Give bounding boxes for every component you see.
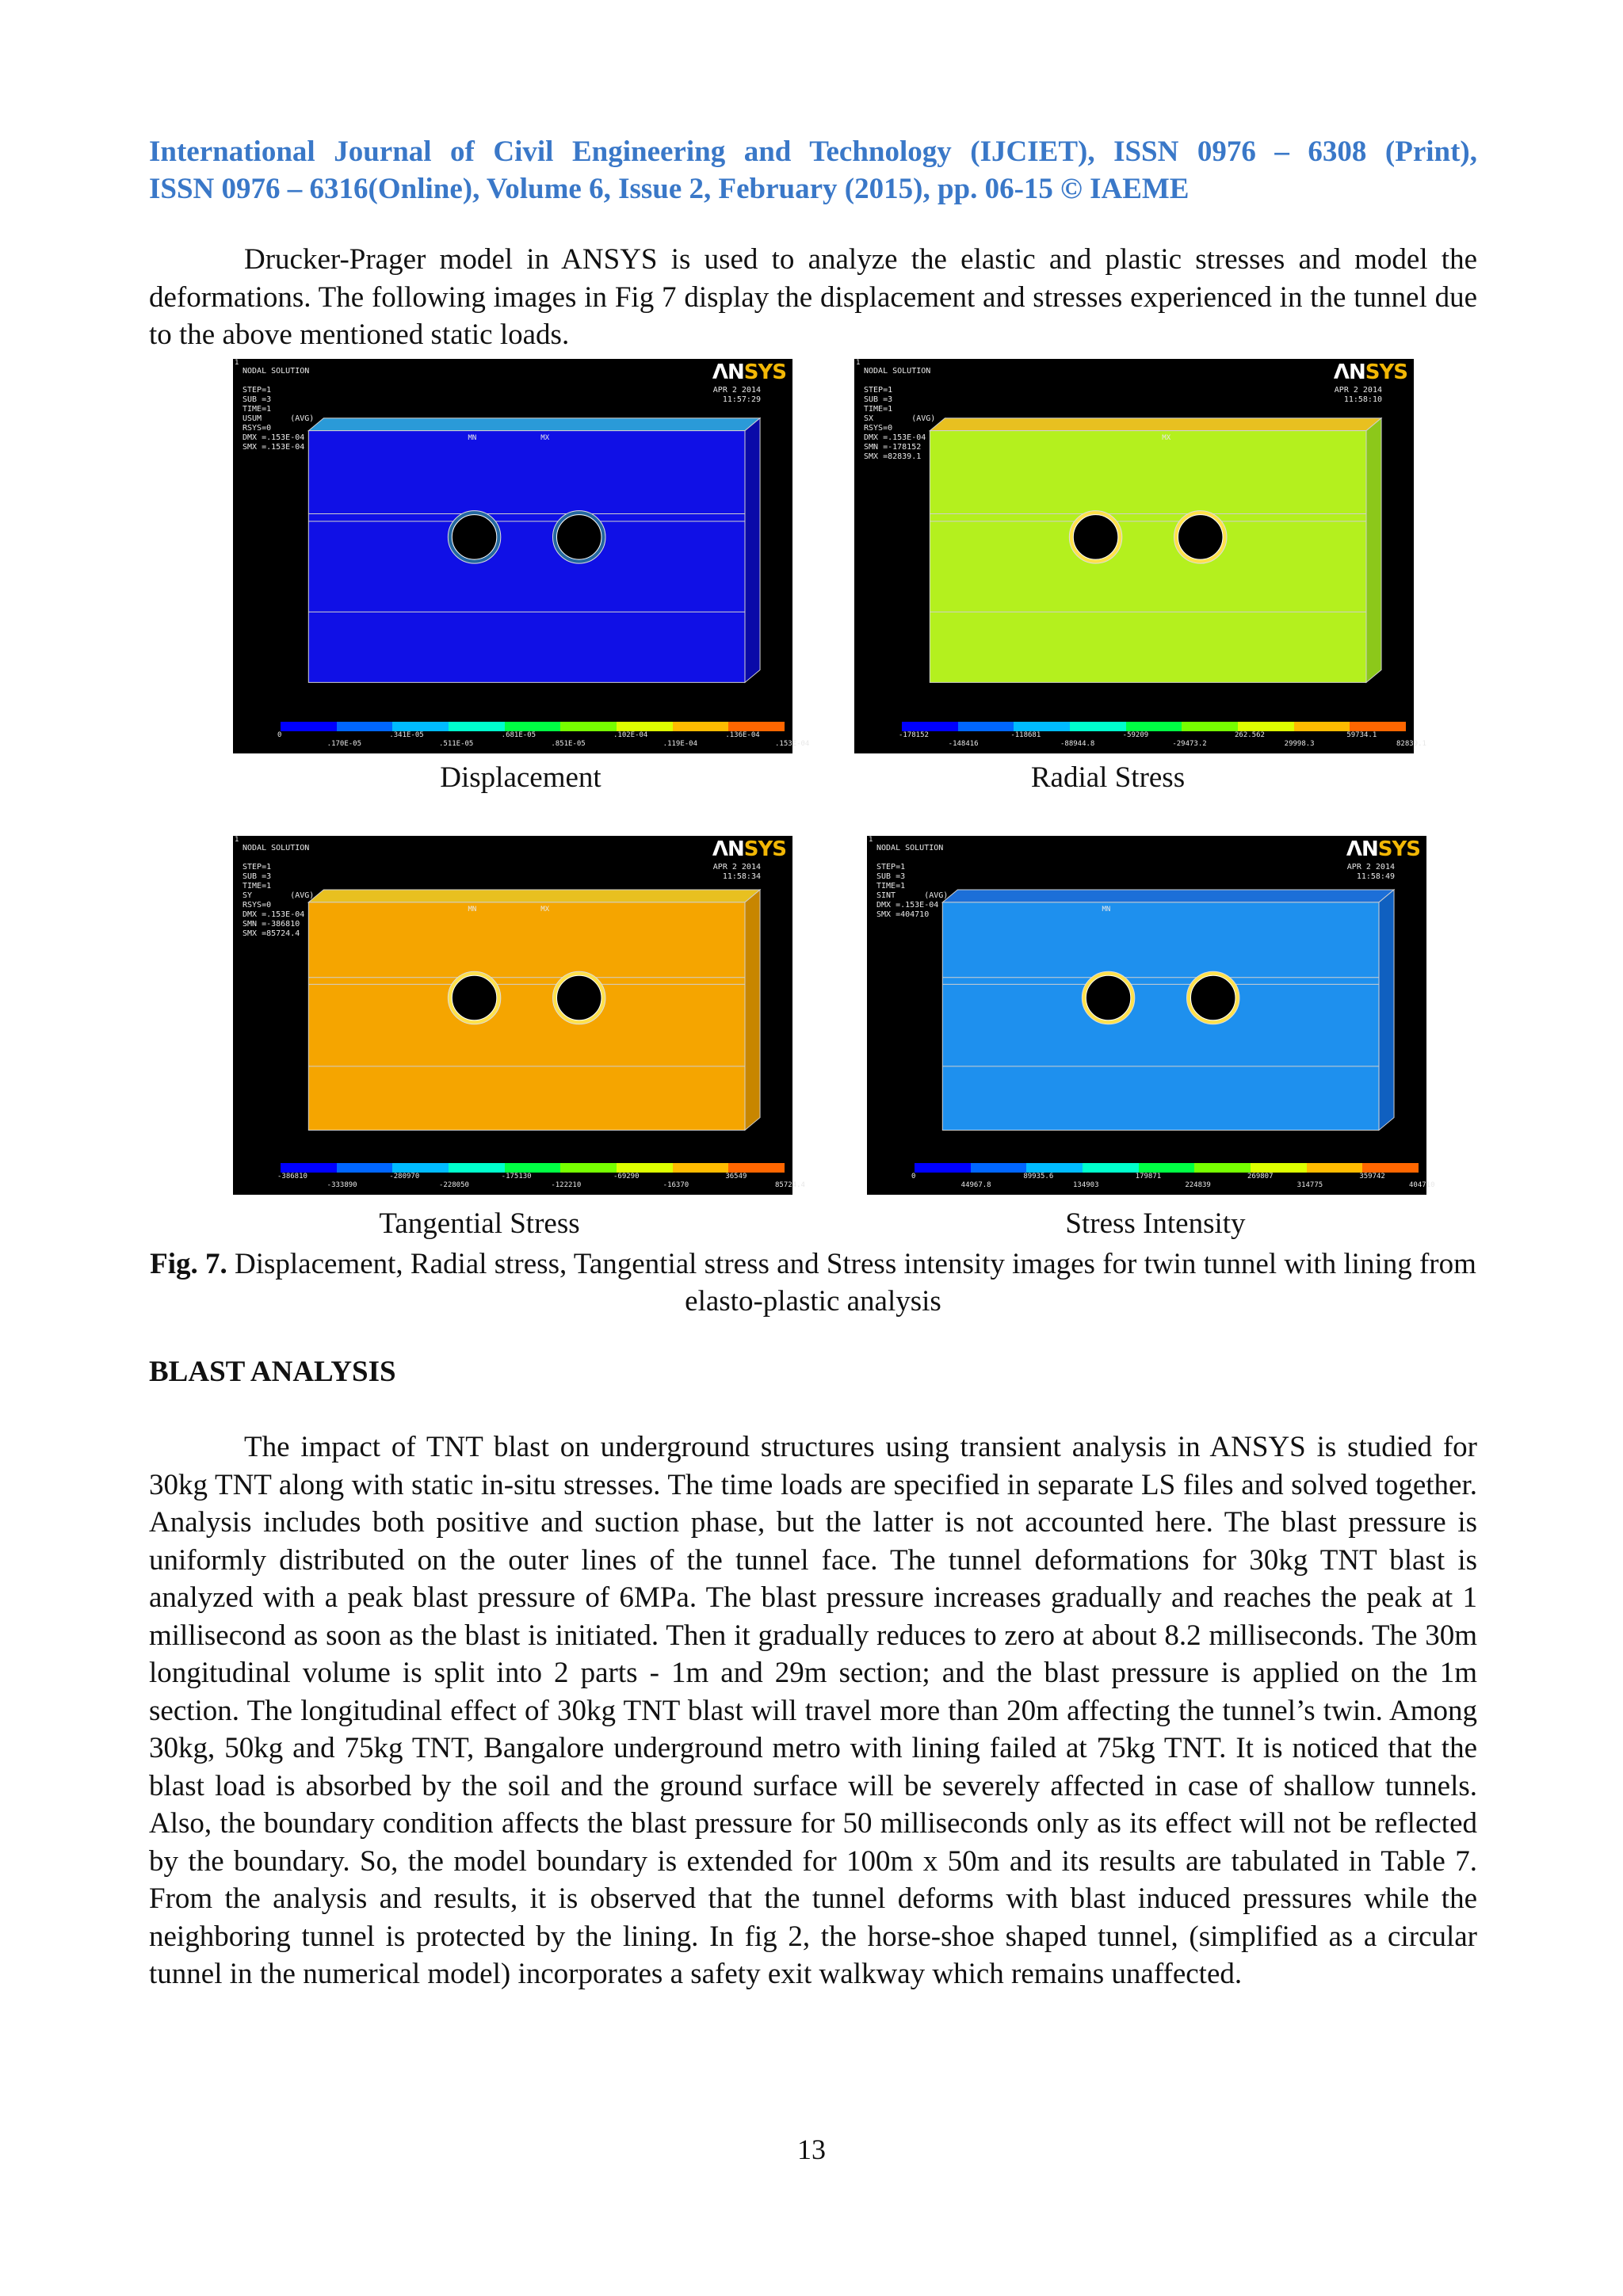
figure-info-line: SMX =.153E-04 [242,443,305,452]
color-legend-tick: -122210 [551,1181,582,1189]
figure-caption-text: Displacement, Radial stress, Tangential stress and Stress intensity images for twin tunnel with lining from elasto-plastic analysis [227,1248,1476,1318]
color-legend-swatch [505,722,561,731]
color-legend-tick: .170E-05 [327,740,362,748]
ansys-logo-sys: SYS [1365,360,1407,384]
figure-info-line: SMX =85724.4 [242,929,300,938]
fem-model [233,359,792,753]
color-legend-ticks [277,1173,805,1192]
figure-info-line: SINT (AVG) [876,891,949,900]
tunnel-opening [556,975,601,1020]
figure-stress-intensity [867,836,1435,1195]
journal-header-line-2: ISSN 0976 – 6316(Online), Volume 6, Issue 2, February (2015), pp. 06-15 © IAEME [149,173,1190,205]
figure-info-line: NODAL SOLUTION [864,367,931,376]
model-top-face [308,418,760,431]
figure-tangential-stress [233,836,805,1195]
color-legend-tick: -178152 [899,731,929,739]
figure-caption-label: Fig. 7. [150,1248,227,1280]
color-legend-swatch [1362,1163,1419,1173]
figure-date-line: APR 2 2014 [1346,863,1395,871]
color-legend-tick: 44967.8 [960,1181,991,1189]
color-legend-tick: 0 [911,1173,916,1180]
figure-info-line: SMX =82839.1 [864,452,922,461]
color-legend-swatch [1307,1163,1363,1173]
color-legend-swatch [1070,722,1126,731]
color-legend-swatch [337,1163,393,1173]
figure-info-line: DMX =.153E-04 [242,433,305,442]
intro-paragraph-text: Drucker-Prager model in ANSYS is used to analyze the elastic and plastic stresses and model the deformations. The following images in Fig 7 display the displacement and stresses experienced in the tunnel due to the above mentioned static loads. [149,243,1477,351]
tunnel-opening [452,515,496,559]
color-legend-tick: 29998.3 [1284,740,1315,748]
figure-info-line: DMX =.153E-04 [864,433,926,442]
color-legend-ticks [899,731,1426,750]
color-legend-tick: 134903 [1073,1181,1099,1189]
color-legend-swatch [971,1163,1027,1173]
figure-info-line: NODAL SOLUTION [242,367,310,376]
min-label: MN [468,905,477,913]
color-legend-tick: 0 [277,731,282,739]
min-label: MN [468,433,477,442]
figure-info-line: TIME=1 [864,405,893,414]
color-legend-tick: 36549 [725,1173,747,1180]
figure-info-line: USUM (AVG) [242,414,315,423]
color-legend-swatch [281,1163,337,1173]
color-legend-swatch [392,1163,449,1173]
color-legend-swatch [560,722,617,731]
color-legend-tick: 269807 [1247,1173,1274,1180]
max-label: MX [1162,433,1171,442]
figure-date-line: 11:58:49 [1356,872,1395,881]
color-legend-swatch [1083,1163,1139,1173]
color-legend-tick: .681E-05 [501,731,537,739]
fem-model [233,836,792,1195]
color-legend-swatch [1294,722,1350,731]
figure-info-line: DMX =.153E-04 [242,910,305,919]
color-legend-swatch [1139,1163,1195,1173]
color-legend-swatch [1126,722,1182,731]
color-legend-swatch [1182,722,1238,731]
figure-info-line: TIME=1 [876,882,906,891]
figure-date-line: 11:57:29 [722,395,761,404]
color-legend-swatch [1238,722,1294,731]
figure-info-line: SUB =3 [876,872,906,881]
color-legend-tick: .136E-04 [725,731,760,739]
figure-info-line: STEP=1 [242,863,272,871]
ansys-logo-sys: SYS [1377,837,1420,861]
figure-info-line: SUB =3 [864,395,893,404]
color-legend-tick: -69290 [613,1173,640,1180]
color-legend-swatch [728,722,785,731]
figure-caption [149,1245,1477,1320]
color-legend-swatch [392,722,449,731]
figure-radial-stress [854,359,1426,753]
model-front-face [308,902,745,1131]
color-legend-tick: 404710 [1409,1181,1435,1189]
color-legend-tick: 179871 [1135,1173,1162,1180]
ansys-logo-an: ΛN [1346,837,1378,861]
model-side-face [1379,890,1394,1131]
figure-date-line: 11:58:10 [1343,395,1382,404]
color-legend-tick: -59209 [1122,731,1149,739]
color-legend-tick: .511E-05 [439,740,474,748]
color-legend-bar [281,722,785,731]
caption-tangential-stress: Tangential Stress [379,1207,580,1240]
page-number: 13 [797,2134,826,2165]
color-legend-swatch [617,722,673,731]
figure-info-line: SY (AVG) [242,891,315,900]
color-legend-tick: 224839 [1185,1181,1211,1189]
color-legend-swatch [617,1163,673,1173]
blast-paragraph [149,1428,1477,1993]
model-front-face [308,431,745,683]
tunnel-opening [556,515,601,559]
color-legend-swatch [958,722,1014,731]
blast-paragraph-text: The impact of TNT blast on underground structures using transient analysis in ANSYS is studied for 30kg TNT along with static in-situ stresses. The time loads are specified in separate LS files and solved together. Analysis includes both positive and suction phase, but the latter is not accounted here. The blast pressure is uniformly distributed on the outer lines of the tunnel face. The tunnel deformations for 30kg TNT blast is analyzed with a peak blast pressure of 6MPa. The blast pressure increases gradually and reaches the peak at 1 millisecond as soon as the blast is initiated. Then it gradually reduces to zero at about 8.2 milliseconds. The 30m longitudinal volume is split into 2 parts - 1m and 29m section; and the blast pressure is applied on the 1m section. The longitudinal effect of 30kg TNT blast will travel more than 20m affecting the tunnel’s twin. Among 30kg, 50kg and 75kg TNT, Bangalore underground metro with lining failed at 75kg TNT. It is noticed that the blast load is absorbed by the soil and the ground surface will be severely affected in case of shallow tunnels. Also, the boundary condition affects the blast pressure for 50 milliseconds only as its effect will not be reflected by the boundary. So, the model boundary is extended for 100m x 50m and its results are tabulated in Table 7. From the analysis and results, it is observed that the tunnel deforms with blast induced pressures while the neighboring tunnel is protected by the lining. In fig 2, the horse-shoe shaped tunnel, (simplified as a circular tunnel in the numerical model) incorporates a safety exit walkway which remains unaffected. [149,1431,1477,1990]
ansys-logo-an: ΛN [712,360,744,384]
model-front-face [930,431,1366,683]
model-side-face [745,890,760,1131]
color-legend-tick: 85724.4 [775,1181,805,1189]
fem-model [867,836,1426,1195]
color-legend-tick: .119E-04 [663,740,698,748]
color-legend-swatch [915,1163,971,1173]
figure-corner-number: 1 [856,359,861,367]
figure-info-line: SUB =3 [242,395,272,404]
figure-date-line: 11:58:34 [722,872,761,881]
journal-header [149,133,1477,208]
model-top-face [308,890,760,902]
figure-info-line: SMN =-386810 [242,920,300,929]
figure-corner-number: 1 [869,836,873,844]
figure-info-line: TIME=1 [242,405,272,414]
caption-stress-intensity: Stress Intensity [1065,1207,1246,1240]
color-legend-swatch [673,1163,729,1173]
figure-info-line: SUB =3 [242,872,272,881]
caption-radial-stress: Radial Stress [1030,761,1186,794]
figure-date-line: APR 2 2014 [712,386,761,395]
model-top-face [942,890,1394,902]
figure-info-line: STEP=1 [864,386,893,395]
color-legend-tick: -148416 [948,740,979,748]
figure-corner-number: 1 [235,836,239,844]
color-legend-swatch [281,722,337,731]
model-side-face [745,418,760,683]
color-legend-swatch [1350,722,1406,731]
section-heading: BLAST ANALYSIS [149,1356,396,1388]
color-legend-tick: -118681 [1010,731,1041,739]
color-legend-swatch [449,722,505,731]
color-legend-bar [915,1163,1419,1173]
model-front-face [942,902,1379,1131]
max-label: MX [540,433,550,442]
figure-info-line: STEP=1 [876,863,906,871]
color-legend-tick: -228050 [439,1181,469,1189]
figure-info-line: RSYS=0 [242,424,272,433]
color-legend-tick: -333890 [327,1181,357,1189]
tunnel-opening [1178,515,1222,559]
figure-displacement [233,359,810,753]
color-legend-tick: -29473.2 [1172,740,1207,748]
figure-corner-number: 1 [235,359,239,367]
color-legend-tick: .851E-05 [551,740,586,748]
color-legend-ticks [277,731,810,750]
color-legend-bar [902,722,1406,731]
tunnel-opening [1086,975,1130,1020]
color-legend-ticks [911,1173,1435,1192]
color-legend-swatch [1194,1163,1251,1173]
figure-date-line: APR 2 2014 [712,863,761,871]
figure-info-line: NODAL SOLUTION [876,844,944,852]
figure-info-line: SMX =404710 [876,910,930,919]
color-legend-swatch [673,722,729,731]
color-legend-swatch [505,1163,561,1173]
color-legend-tick: 359742 [1359,1173,1385,1180]
intro-paragraph [149,241,1477,354]
figure-info-line: STEP=1 [242,386,272,395]
color-legend-swatch [1014,722,1070,731]
figure-info-line: SX (AVG) [864,414,936,423]
model-top-face [930,418,1381,431]
ansys-logo-an: ΛN [712,837,744,861]
color-legend-swatch [728,1163,785,1173]
figure-info-line: DMX =.153E-04 [876,901,939,910]
color-legend-swatch [1251,1163,1307,1173]
tunnel-opening [452,975,496,1020]
color-legend-tick: -88944.8 [1060,740,1095,748]
tunnel-opening [1190,975,1235,1020]
color-legend-tick: .341E-05 [389,731,424,739]
color-legend-swatch [560,1163,617,1173]
ansys-logo-an: ΛN [1333,360,1365,384]
color-legend-swatch [902,722,958,731]
color-legend-tick: .153E-04 [775,740,810,748]
figure-date-line: APR 2 2014 [1334,386,1382,395]
ansys-logo-sys: SYS [743,360,786,384]
color-legend-bar [281,1163,785,1173]
color-legend-tick: 262.562 [1235,731,1265,739]
figure-info-line: RSYS=0 [242,901,272,910]
color-legend-tick: 89935.6 [1023,1173,1054,1180]
figure-info-line: RSYS=0 [864,424,893,433]
fem-model [854,359,1414,753]
journal-header-line-1: International Journal of Civil Engineering and Technology (IJCIET), ISSN 0976 – 6308 (Print), [149,135,1477,168]
color-legend-swatch [1026,1163,1083,1173]
min-label: MN [1102,905,1111,913]
figure-info-line: NODAL SOLUTION [242,844,310,852]
caption-displacement: Displacement [440,761,601,794]
color-legend-tick: .102E-04 [613,731,648,739]
tunnel-opening [1073,515,1117,559]
color-legend-tick: 59734.1 [1346,731,1377,739]
color-legend-tick: -280970 [389,1173,420,1180]
figure-info-line: SMN =-178152 [864,443,922,452]
color-legend-tick: -16370 [663,1181,689,1189]
max-label: MX [540,905,550,913]
color-legend-tick: 82839.1 [1396,740,1426,748]
color-legend-swatch [449,1163,505,1173]
color-legend-tick: 314775 [1296,1181,1323,1189]
color-legend-tick: -386810 [277,1173,307,1180]
color-legend-tick: -175130 [501,1173,532,1180]
model-side-face [1366,418,1381,683]
color-legend-swatch [337,722,393,731]
ansys-logo-sys: SYS [743,837,786,861]
figure-info-line: TIME=1 [242,882,272,891]
